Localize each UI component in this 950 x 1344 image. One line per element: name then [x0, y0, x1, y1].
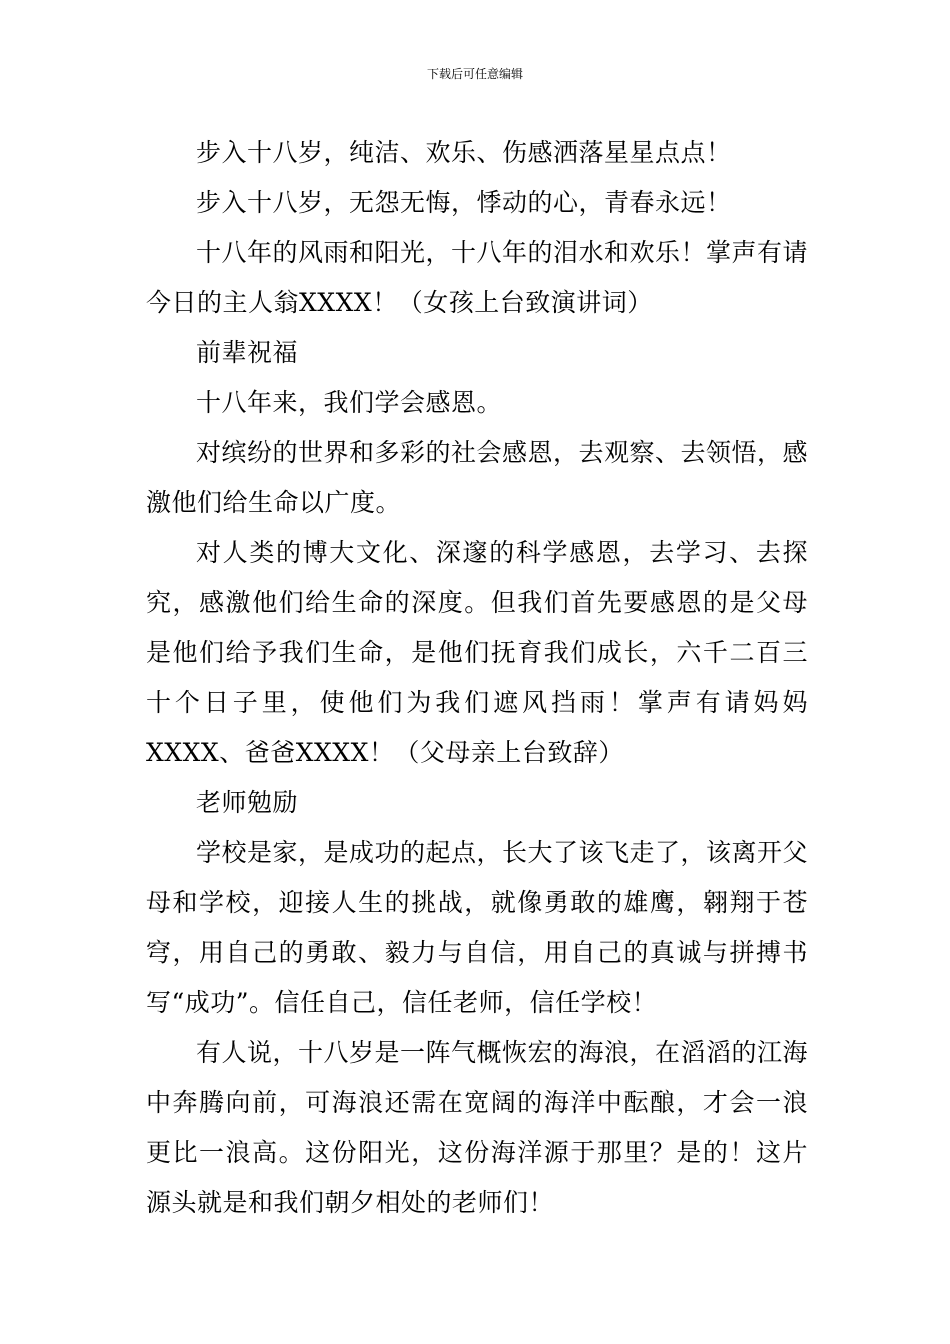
paragraph-5: 对缤纷的世界和多彩的社会感恩，去观察、去领悟，感激他们给生命以广度。 [146, 438, 809, 517]
section-heading-teacher-encouragement: 老师勉励 [196, 788, 299, 817]
paragraph-8: 有人说，十八岁是一阵气概恢宏的海浪，在滔滔的江海中奔腾向前，可海浪还需在宽阔的海洋中酝酿，才会一浪更比一浪高。这份阳光，这份海洋源于那里？是的！这片源头就是和我们朝夕相处的老师们！ [146, 1038, 809, 1217]
paragraph-3: 十八年的风雨和阳光，十八年的泪水和欢乐！掌声有请今日的主人翁XXXX！（女孩上台致演讲词） [146, 238, 809, 317]
paragraph-2: 步入十八岁，无怨无悔，悸动的心，青春永远！ [196, 188, 732, 217]
page-header: 下载后可任意编辑 [426, 67, 523, 81]
section-heading-elder-blessing: 前辈祝福 [196, 338, 299, 367]
paragraph-7: 学校是家，是成功的起点，长大了该飞走了，该离开父母和学校，迎接人生的挑战，就像勇敢的雄鹰，翱翔于苍穹，用自己的勇敢、毅力与自信，用自己的真诚与拼搏书写“成功”。信任自己，信任老师，信任学校！ [146, 838, 809, 1017]
paragraph-4: 十八年来，我们学会感恩。 [196, 388, 503, 417]
document-body [146, 128, 808, 1228]
paragraph-6: 对人类的博大文化、深邃的科学感恩，去学习、去探究，感激他们给生命的深度。但我们首先要感恩的是父母是他们给予我们生命，是他们抚育我们成长，六千二百三十个日子里，使他们为我们遮风挡雨！掌声有请妈妈XXXX、爸爸XXXX！（父母亲上台致辞） [146, 538, 808, 767]
paragraph-1: 步入十八岁，纯洁、欢乐、伤感洒落星星点点！ [196, 138, 732, 167]
